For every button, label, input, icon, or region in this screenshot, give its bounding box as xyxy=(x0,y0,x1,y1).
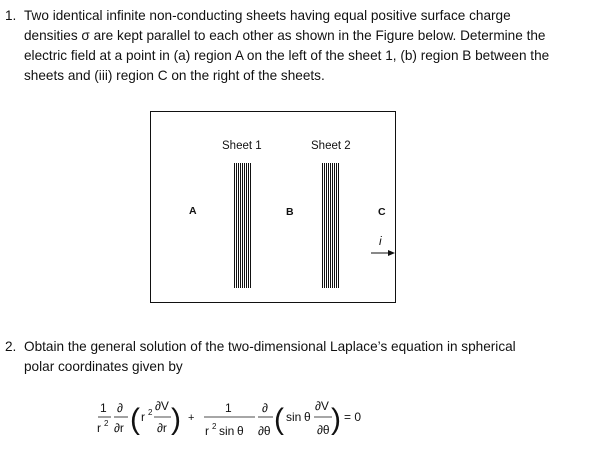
question-2-text xyxy=(24,337,596,377)
question-1-line-2: densities σ are kept parallel to each other as shown in the Figure below. Determine the xyxy=(24,28,546,43)
unit-vector-arrow-icon xyxy=(369,248,397,258)
question-1-line-3: electric field at a point in (a) region A on the left of the sheet 1, (b) region B between the xyxy=(24,48,550,63)
svg-text:∂r: ∂r xyxy=(157,421,167,435)
question-2-line-1: Obtain the general solution of the two-dimensional Laplace’s equation in spherical xyxy=(24,339,516,354)
svg-text:r: r xyxy=(141,410,145,424)
question-2-line-2: polar coordinates given by xyxy=(24,359,183,374)
svg-text:∂V: ∂V xyxy=(155,399,169,413)
svg-text:∂θ: ∂θ xyxy=(258,424,271,438)
svg-text:2: 2 xyxy=(148,408,153,417)
svg-text:r: r xyxy=(205,424,209,438)
svg-text:∂: ∂ xyxy=(262,401,268,415)
svg-text:∂: ∂ xyxy=(117,401,123,415)
question-1-line-1: Two identical infinite non-conducting sheets having equal positive surface charge xyxy=(24,8,511,23)
svg-text:θ: θ xyxy=(304,410,311,424)
region-c-label: C xyxy=(378,206,386,218)
svg-text:): ) xyxy=(331,403,341,436)
charged-sheets-figure xyxy=(150,111,396,303)
svg-text:θ: θ xyxy=(237,424,244,438)
svg-text:sin: sin xyxy=(286,410,302,424)
sheet-2-label: Sheet 2 xyxy=(311,140,351,152)
svg-text:r: r xyxy=(97,421,101,435)
question-2-number: 2. xyxy=(5,339,17,354)
svg-text:): ) xyxy=(171,403,181,436)
laplace-equation xyxy=(95,397,385,449)
sheet-2 xyxy=(322,163,339,288)
svg-text:(: ( xyxy=(274,403,284,436)
question-1-text xyxy=(24,6,596,86)
svg-text:∂r: ∂r xyxy=(114,421,124,435)
svg-text:∂V: ∂V xyxy=(315,399,329,413)
question-1-number: 1. xyxy=(5,8,17,23)
sheet-1 xyxy=(234,163,251,288)
svg-text:= 0: = 0 xyxy=(344,410,362,424)
region-b-label: B xyxy=(286,206,294,218)
svg-text:1: 1 xyxy=(100,401,107,415)
region-a-label: A xyxy=(189,205,197,217)
question-2 xyxy=(0,337,596,377)
svg-text:1: 1 xyxy=(225,401,232,415)
svg-text:sin: sin xyxy=(219,424,235,438)
svg-text:2: 2 xyxy=(104,419,109,428)
svg-text:(: ( xyxy=(130,403,140,436)
question-1-line-4: sheets and (iii) region C on the right of the sheets. xyxy=(24,68,325,83)
svg-text:2: 2 xyxy=(212,422,217,431)
unit-vector-label: i xyxy=(379,234,382,248)
sheet-1-label: Sheet 1 xyxy=(222,140,262,152)
svg-text:+: + xyxy=(188,412,195,424)
question-1 xyxy=(0,6,596,86)
svg-text:∂θ: ∂θ xyxy=(317,423,330,437)
